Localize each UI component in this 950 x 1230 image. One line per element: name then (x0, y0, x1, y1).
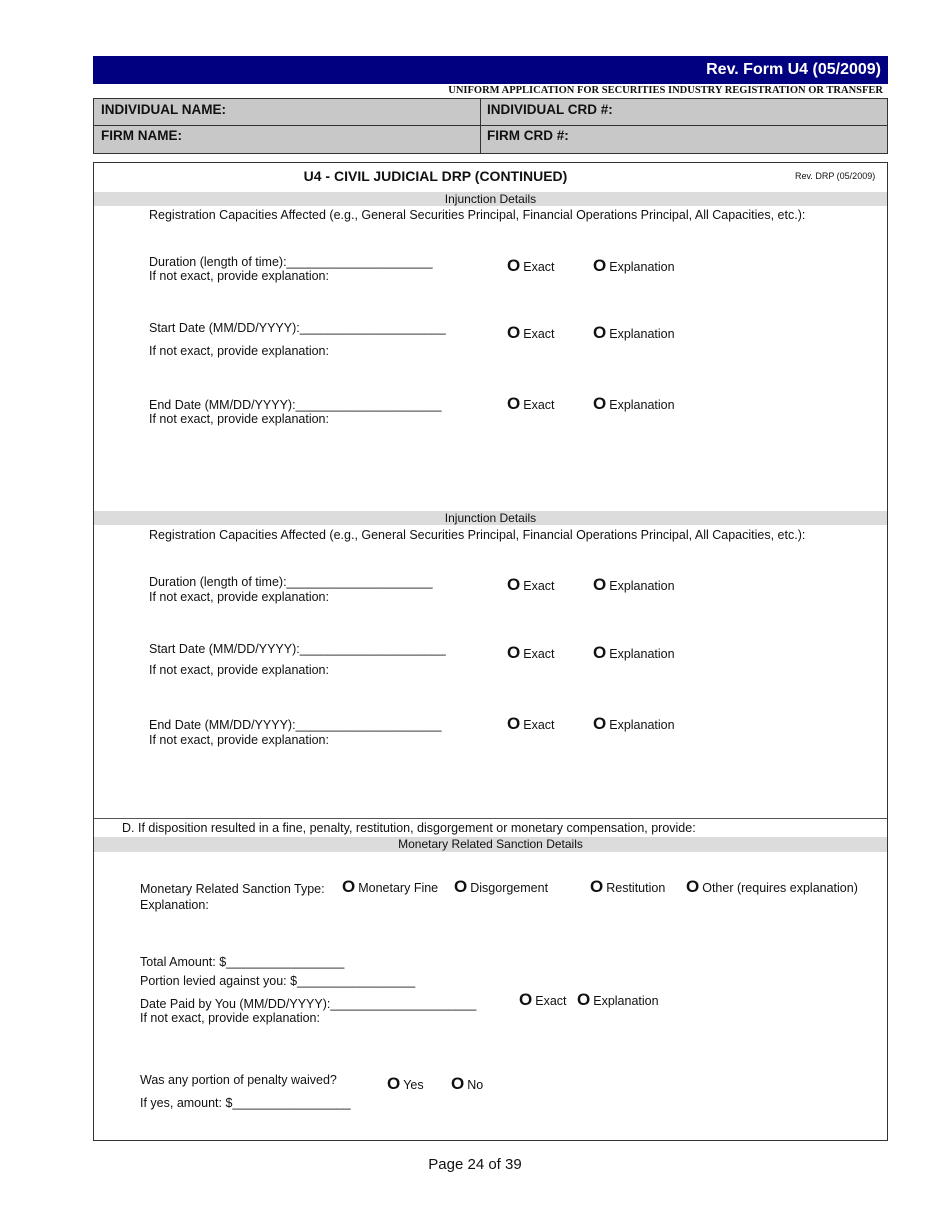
date-paid-explain: If not exact, provide explanation: (140, 1011, 320, 1025)
explanation-label: Explanation: (140, 898, 209, 912)
date-paid-exact-radio[interactable]: O Exact (519, 990, 567, 1009)
end-date-explain-2: If not exact, provide explanation: (149, 733, 329, 747)
start-exact-radio-2[interactable]: O Exact (507, 643, 555, 662)
start-date-explain-2: If not exact, provide explanation: (149, 663, 329, 677)
start-exact-radio-1[interactable]: O Exact (507, 323, 555, 342)
waived-no-radio[interactable]: O No (451, 1074, 484, 1093)
capacities-label-2: Registration Capacities Affected (e.g., General Securities Principal, Financial Operations Principal, All Capacities, etc.): (149, 528, 806, 542)
waived-amount-field[interactable]: If yes, amount: $_________________ (140, 1096, 351, 1110)
radio-icon: O (686, 877, 700, 896)
section-rev: Rev. DRP (05/2009) (795, 171, 876, 181)
end-date-field-1[interactable]: End Date (MM/DD/YYYY):_____________________ (149, 398, 442, 412)
start-date-explain-1: If not exact, provide explanation: (149, 344, 329, 358)
radio-icon: O (577, 990, 591, 1009)
individual-name-label: INDIVIDUAL NAME: (101, 102, 227, 117)
radio-icon: O (593, 323, 607, 342)
duration-field-1[interactable]: Duration (length of time):_____________________ (149, 255, 433, 269)
date-paid-explanation-radio[interactable]: O Explanation (577, 990, 659, 1009)
duration-explain-2: If not exact, provide explanation: (149, 590, 329, 604)
date-paid-field[interactable]: Date Paid by You (MM/DD/YYYY):_____________________ (140, 997, 477, 1011)
duration-field-2[interactable]: Duration (length of time):_____________________ (149, 575, 433, 589)
injunction-band-2: Injunction Details (94, 511, 887, 525)
radio-icon: O (507, 575, 521, 594)
firm-name-label: FIRM NAME: (101, 128, 182, 143)
end-explanation-radio-2[interactable]: O Explanation (593, 714, 675, 733)
total-amount-field[interactable]: Total Amount: $_________________ (140, 955, 345, 969)
radio-icon: O (593, 256, 607, 275)
radio-icon: O (507, 394, 521, 413)
sanction-type-label: Monetary Related Sanction Type: (140, 882, 325, 896)
end-explanation-radio-1[interactable]: O Explanation (593, 394, 675, 413)
radio-icon: O (507, 643, 521, 662)
page-number: Page 24 of 39 (428, 1156, 522, 1173)
duration-exact-radio-1[interactable]: O Exact (507, 256, 555, 275)
duration-explanation-radio-1[interactable]: O Explanation (593, 256, 675, 275)
portion-levied-field[interactable]: Portion levied against you: $_________________ (140, 974, 416, 988)
radio-icon: O (507, 714, 521, 733)
monetary-fine-radio[interactable]: O Monetary Fine (342, 877, 439, 896)
end-date-field-2[interactable]: End Date (MM/DD/YYYY):_____________________ (149, 718, 442, 732)
radio-icon: O (593, 643, 607, 662)
radio-icon: O (507, 256, 521, 275)
waived-yes-radio[interactable]: O Yes (387, 1074, 424, 1093)
other-radio[interactable]: O Other (requires explanation) (686, 877, 858, 896)
radio-icon: O (342, 877, 356, 896)
end-exact-radio-2[interactable]: O Exact (507, 714, 555, 733)
end-date-explain-1: If not exact, provide explanation: (149, 412, 329, 426)
radio-icon: O (451, 1074, 465, 1093)
start-date-field-2[interactable]: Start Date (MM/DD/YYYY):_____________________ (149, 642, 446, 656)
radio-icon: O (593, 394, 607, 413)
identity-box (93, 98, 888, 154)
start-explanation-radio-1[interactable]: O Explanation (593, 323, 675, 342)
radio-icon: O (590, 877, 604, 896)
duration-explanation-radio-2[interactable]: O Explanation (593, 575, 675, 594)
end-exact-radio-1[interactable]: O Exact (507, 394, 555, 413)
form-title: Rev. Form U4 (05/2009) (706, 61, 881, 78)
injunction-band-1: Injunction Details (94, 192, 887, 206)
capacities-label-1: Registration Capacities Affected (e.g., General Securities Principal, Financial Operations Principal, All Capacities, etc.): (149, 208, 806, 222)
individual-crd-label: INDIVIDUAL CRD #: (487, 102, 613, 117)
radio-icon: O (519, 990, 533, 1009)
restitution-radio[interactable]: O Restitution (590, 877, 666, 896)
duration-explain-1: If not exact, provide explanation: (149, 269, 329, 283)
radio-icon: O (507, 323, 521, 342)
waived-question: Was any portion of penalty waived? (140, 1073, 337, 1087)
duration-exact-radio-2[interactable]: O Exact (507, 575, 555, 594)
radio-icon: O (454, 877, 468, 896)
disgorgement-radio[interactable]: O Disgorgement (454, 877, 549, 896)
start-explanation-radio-2[interactable]: O Explanation (593, 643, 675, 662)
start-date-field-1[interactable]: Start Date (MM/DD/YYYY):_____________________ (149, 321, 446, 335)
monetary-band: Monetary Related Sanction Details (94, 837, 887, 852)
section-d-intro: D. If disposition resulted in a fine, penalty, restitution, disgorgement or monetary compensation, provide: (122, 821, 696, 835)
section-divider (94, 818, 887, 819)
firm-crd-label: FIRM CRD #: (487, 128, 569, 143)
form-subtitle: UNIFORM APPLICATION FOR SECURITIES INDUSTRY REGISTRATION OR TRANSFER (448, 85, 883, 96)
form-title-bar (93, 56, 888, 84)
radio-icon: O (387, 1074, 401, 1093)
radio-icon: O (593, 714, 607, 733)
radio-icon: O (593, 575, 607, 594)
section-title: U4 - CIVIL JUDICIAL DRP (CONTINUED) (303, 168, 568, 184)
